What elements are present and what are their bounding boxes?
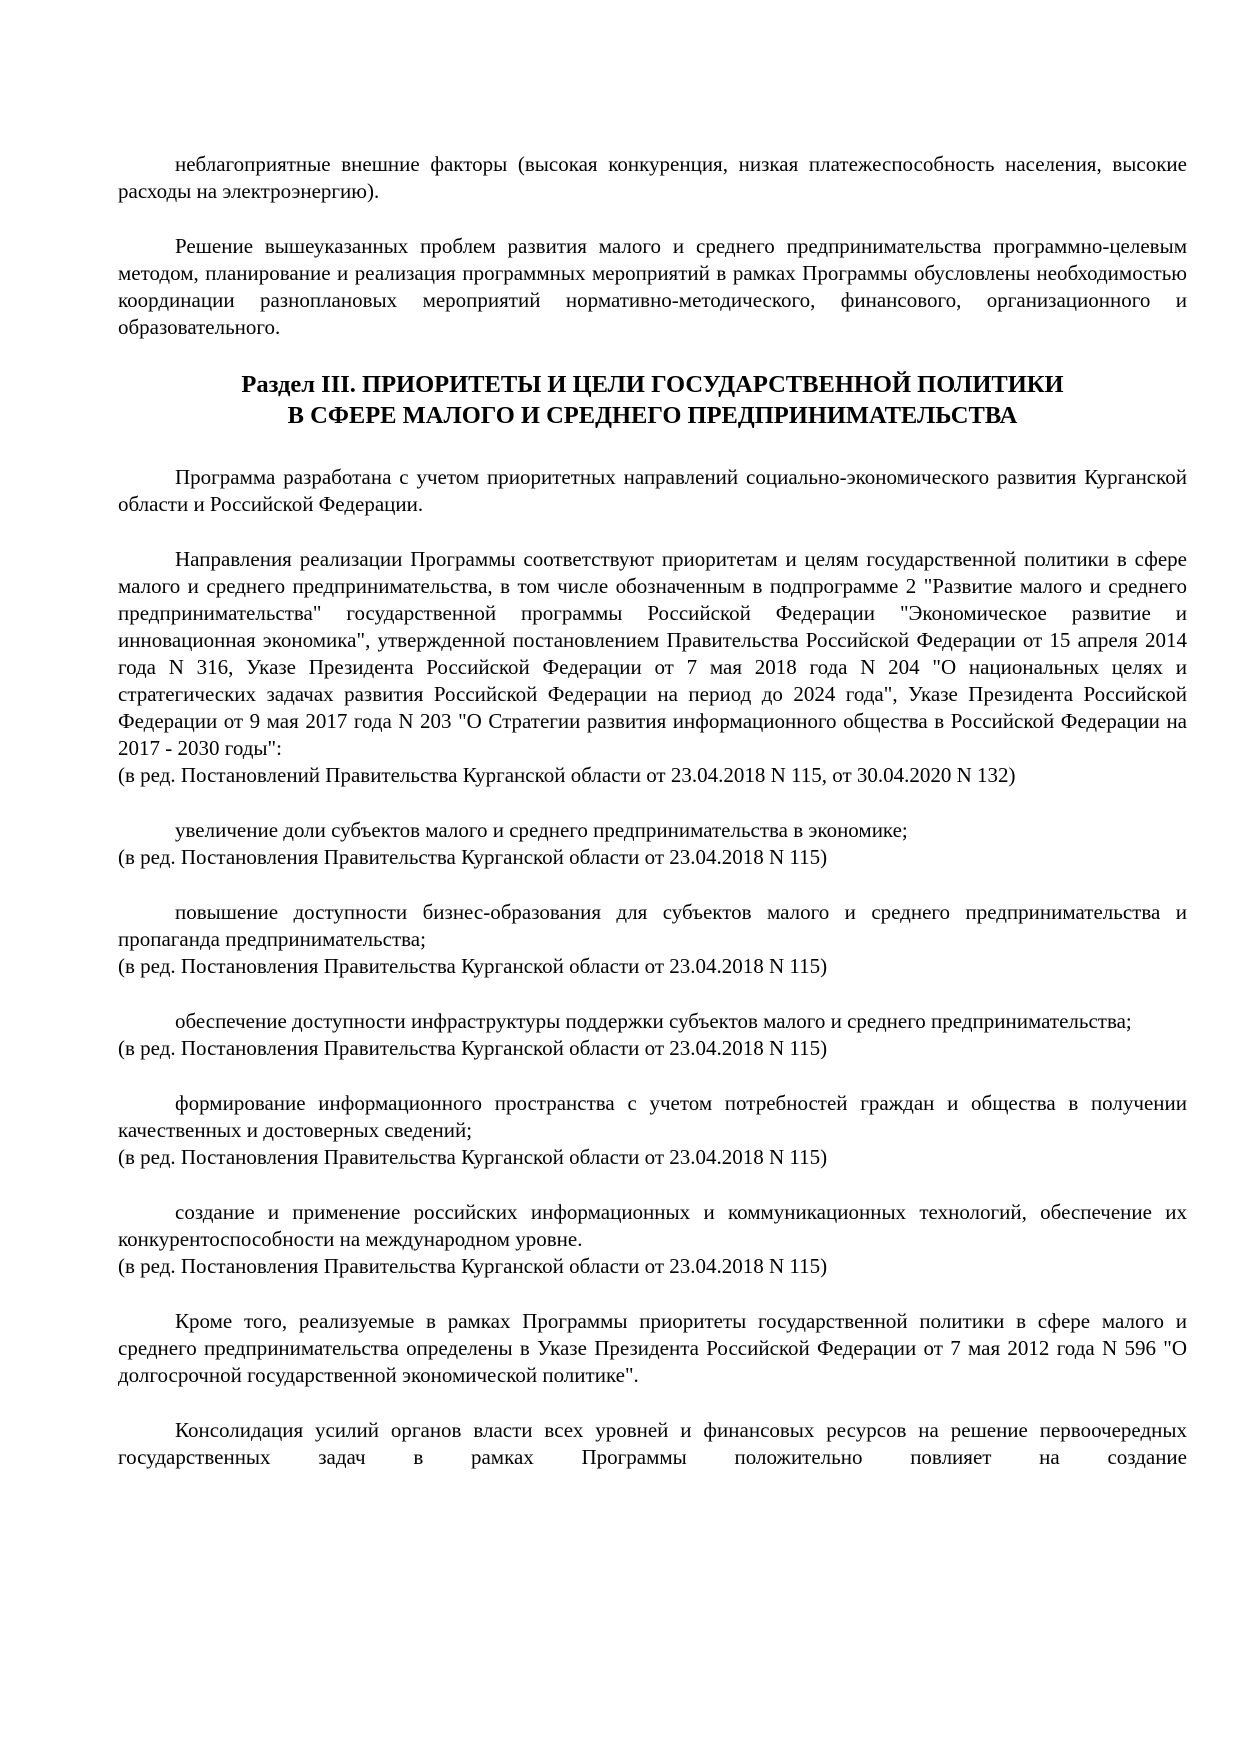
paragraph-text: Направления реализации Программы соответствуют приоритетам и целям государственной политики в сфере малого и среднего предпринимательства, в том числе обозначенным в подпрограмме 2 "Развитие малого и среднего предпринимательства" государственной программы Российской Федерации "Экономическое развитие и инновационная экономика", утвержденной постановлением Правительства Российской Федерации от 15 апреля 2014 года N 316, Указе Президента Российской Федерации от 7 мая 2018 года N 204 "О национальных целях и стратегических задачах развития Российской Федерации на период до 2024 года", Указе Президента Российской Федерации от 9 мая 2017 года N 203 "О Стратегии развития информационного общества в Российской Федерации на 2017 - 2030 годы": <box>118 547 1187 760</box>
list-item-text: создание и применение российских информационных и коммуникационных технологий, обеспечение их конкурентоспособности на международном уровне. <box>118 1200 1187 1251</box>
paragraph-text: Решение вышеуказанных проблем развития малого и среднего предпринимательства программно-целевым методом, планирование и реализация программных мероприятий в рамках Программы обусловлены необходимостью координации разноплановых мероприятий нормативно-методического, финансового, организационного и образовательного. <box>118 234 1187 339</box>
list-item-text: формирование информационного пространства с учетом потребностей граждан и общества в получении качественных и достоверных сведений; <box>118 1091 1187 1142</box>
list-item-infrastructure <box>118 1008 1187 1062</box>
list-item-ict <box>118 1199 1187 1280</box>
amendment-note: (в ред. Постановления Правительства Курганской области от 23.04.2018 N 115) <box>118 1254 828 1278</box>
section-heading-line-2: В СФЕРЕ МАЛОГО И СРЕДНЕГО ПРЕДПРИНИМАТЕЛЬСТВА <box>287 402 1018 429</box>
paragraph-decree-596 <box>118 1308 1187 1389</box>
amendment-note: (в ред. Постановления Правительства Курганской области от 23.04.2018 N 115) <box>118 954 828 978</box>
list-item-text: обеспечение доступности инфраструктуры поддержки субъектов малого и среднего предпринимательства; <box>175 1009 1132 1033</box>
list-item-share-increase <box>118 817 1187 871</box>
list-item-text: повышение доступности бизнес-образования для субъектов малого и среднего предпринимательства и пропаганда предпринимательства; <box>118 900 1187 951</box>
paragraph-text: неблагоприятные внешние факторы (высокая конкуренция, низкая платежеспособность населения, высокие расходы на электроэнергию). <box>118 152 1187 203</box>
paragraph-external-factors <box>118 151 1187 205</box>
amendment-note: (в ред. Постановлений Правительства Курганской области от 23.04.2018 N 115, от 30.04.2020 N 132) <box>118 763 1016 787</box>
list-item-text: увеличение доли субъектов малого и среднего предпринимательства в экономике; <box>175 818 908 842</box>
section-heading-line-1: Раздел III. ПРИОРИТЕТЫ И ЦЕЛИ ГОСУДАРСТВЕННОЙ ПОЛИТИКИ <box>241 371 1064 398</box>
paragraph-text: Консолидация усилий органов власти всех уровней и финансовых ресурсов на решение первоочередных государственных задач в рамках Программы положительно повлияет на создание <box>118 1418 1187 1469</box>
amendment-note: (в ред. Постановления Правительства Курганской области от 23.04.2018 N 115) <box>118 1036 828 1060</box>
paragraph-text: Кроме того, реализуемые в рамках Программы приоритеты государственной политики в сфере малого и среднего предпринимательства определены в Указе Президента Российской Федерации от 7 мая 2012 года N 596 "О долгосрочной государственной экономической политике". <box>118 1309 1187 1387</box>
paragraph-problem-solution <box>118 233 1187 341</box>
paragraph-directions <box>118 546 1187 789</box>
amendment-note: (в ред. Постановления Правительства Курганской области от 23.04.2018 N 115) <box>118 845 828 869</box>
paragraph-consolidation <box>118 1417 1187 1471</box>
amendment-note: (в ред. Постановления Правительства Курганской области от 23.04.2018 N 115) <box>118 1145 828 1169</box>
list-item-information-space <box>118 1090 1187 1171</box>
paragraph-program-developed <box>118 464 1187 518</box>
paragraph-text: Программа разработана с учетом приоритетных направлений социально-экономического развития Курганской области и Российской Федерации. <box>118 465 1187 516</box>
list-item-business-education <box>118 899 1187 980</box>
document-page <box>118 151 1187 1499</box>
section-heading <box>118 369 1187 431</box>
